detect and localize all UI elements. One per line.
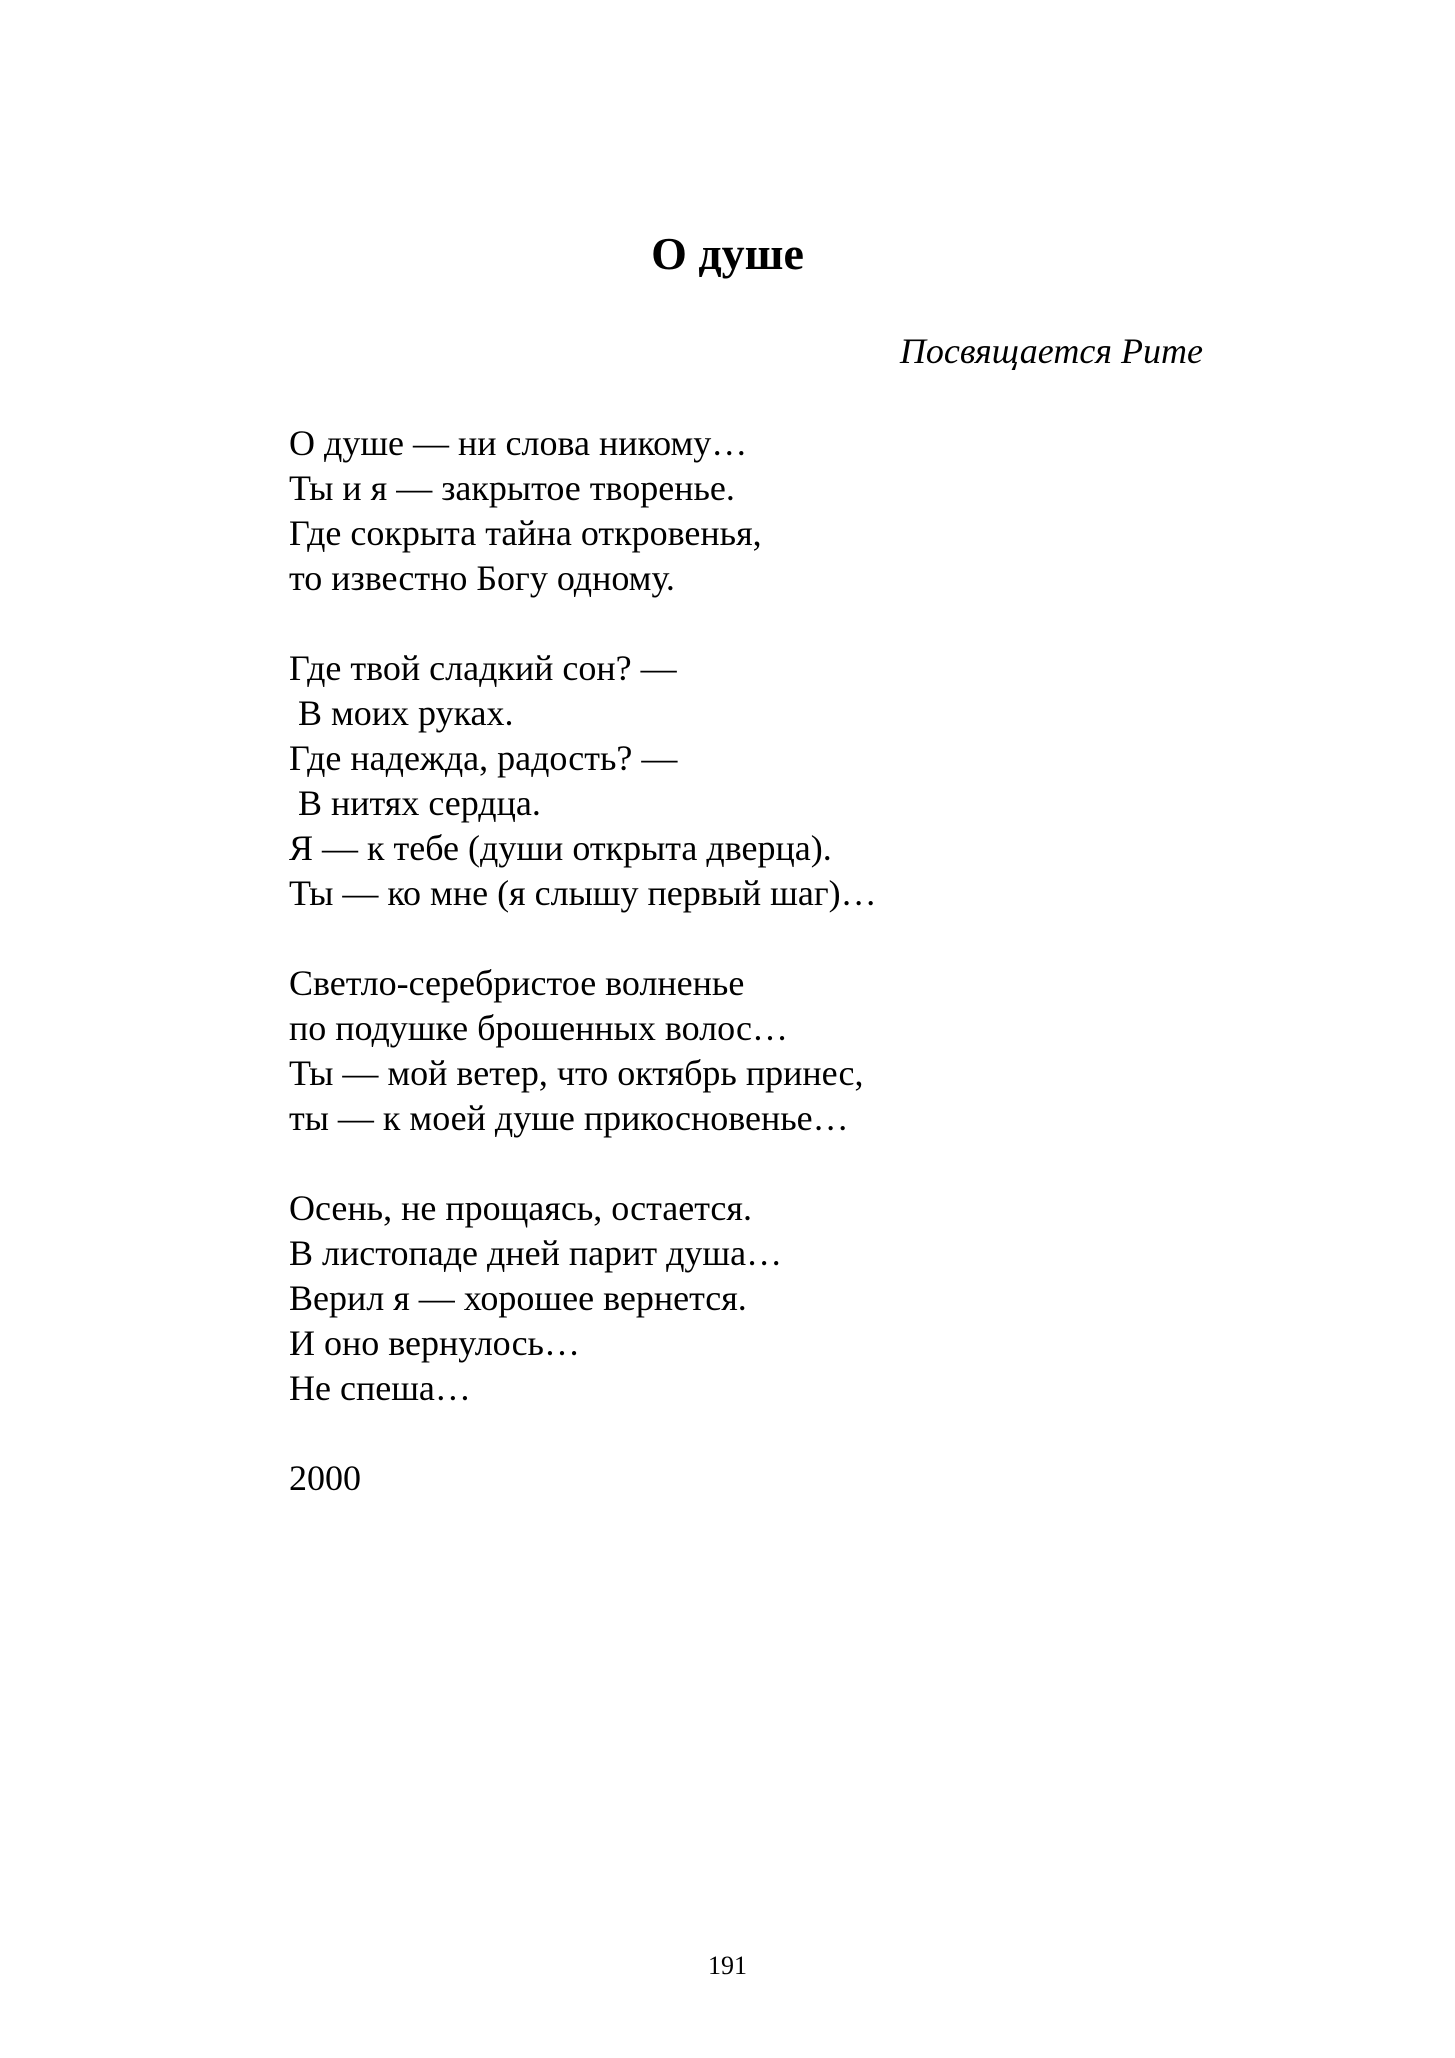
poem-line: Ты — ко мне (я слышу первый шаг)… bbox=[289, 873, 877, 913]
poem-line: В листопаде дней парит душа… bbox=[289, 1233, 783, 1273]
poem-line: Я — к тебе (души открыта дверца). bbox=[289, 828, 832, 868]
poem-line: ты — к моей душе прикосновенье… bbox=[289, 1098, 849, 1138]
poem-year: 2000 bbox=[289, 1458, 361, 1498]
poem-line: Осень, не прощаясь, остается. bbox=[289, 1188, 752, 1228]
poem-line: О душе — ни слова никому… bbox=[289, 423, 748, 463]
poem-line: Ты и я — закрытое творенье. bbox=[289, 468, 735, 508]
poem-line: Ты — мой ветер, что октябрь принес, bbox=[289, 1053, 864, 1093]
poem-line: по подушке брошенных волос… bbox=[289, 1008, 788, 1048]
page-number: 191 bbox=[708, 1951, 747, 1980]
poem-line: И оно вернулось… bbox=[289, 1323, 580, 1363]
dedication: Посвящается Рите bbox=[899, 331, 1203, 371]
poem-body bbox=[289, 421, 1189, 1501]
stanza-2 bbox=[289, 646, 1189, 916]
poem-line: Где надежда, радость? — bbox=[289, 738, 678, 778]
stanza-1 bbox=[289, 421, 1189, 601]
poem-line: Верил я — хорошее вернется. bbox=[289, 1278, 747, 1318]
stanza-4 bbox=[289, 1186, 1189, 1411]
poem-line: В нитях сердца. bbox=[289, 783, 541, 823]
poem-line: Светло-серебристое волненье bbox=[289, 963, 745, 1003]
poem-line: то известно Богу одному. bbox=[289, 558, 675, 598]
poem-title: О душе bbox=[651, 228, 804, 279]
stanza-3 bbox=[289, 961, 1189, 1141]
poem-line: Не спеша… bbox=[289, 1368, 471, 1408]
poem-line: В моих руках. bbox=[289, 693, 514, 733]
poem-line: Где сокрыта тайна откровенья, bbox=[289, 513, 762, 553]
poem-line: Где твой сладкий сон? — bbox=[289, 648, 677, 688]
